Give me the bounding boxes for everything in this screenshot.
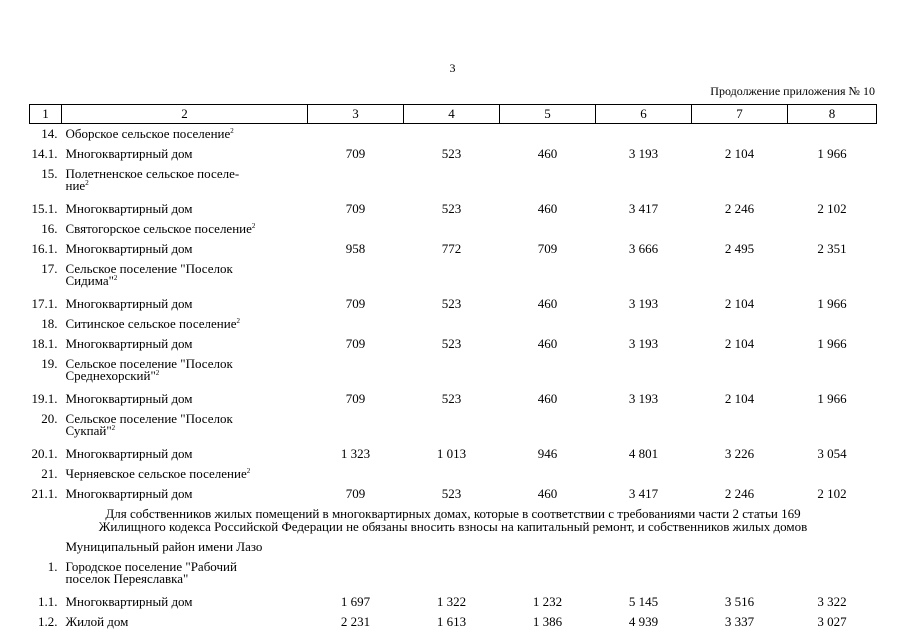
header-row (30, 105, 877, 124)
row-value: 1 386 (532, 613, 563, 629)
row-value (404, 219, 500, 239)
row-name: Многоквартирный дом (65, 485, 193, 501)
row-value (308, 354, 404, 389)
row-value (404, 537, 500, 557)
row-name: Сельское поселение "Поселок Среднехорский"$^2$ (65, 355, 233, 383)
row-value: 1 966 (817, 145, 847, 161)
row-name: Многоквартирный дом (65, 390, 193, 406)
row-name: Многоквартирный дом (65, 145, 193, 161)
row-value (308, 124, 404, 144)
row-value (404, 164, 500, 199)
row-value: 3 193 (628, 335, 659, 351)
row-value (788, 464, 877, 484)
row-value (404, 464, 500, 484)
column-header: 4 (404, 105, 500, 124)
row-number: 18. (41, 315, 58, 331)
row-value (596, 124, 692, 144)
table-row (30, 294, 877, 314)
row-value (692, 314, 788, 334)
row-value (500, 259, 596, 294)
row-value: 460 (537, 485, 558, 501)
row-number: 18.1. (31, 335, 58, 351)
row-value: 2 231 (340, 613, 371, 629)
row-value (308, 409, 404, 444)
row-number: 1.2. (38, 613, 58, 629)
row-value: 523 (441, 335, 462, 351)
row-value: 4 801 (628, 445, 659, 461)
table-row (30, 484, 877, 504)
table-row (30, 164, 877, 199)
row-value (308, 557, 404, 592)
row-value (788, 219, 877, 239)
row-value (500, 354, 596, 389)
row-value (596, 464, 692, 484)
row-number: 16. (41, 220, 58, 236)
row-value (404, 124, 500, 144)
row-value: 1 966 (817, 335, 847, 351)
row-number: 21. (41, 465, 58, 481)
row-value: 460 (537, 295, 558, 311)
row-value (788, 314, 877, 334)
row-value: 460 (537, 390, 558, 406)
row-value (404, 557, 500, 592)
table-row (30, 592, 877, 612)
row-value: 772 (441, 240, 462, 256)
footnote-marker: 2 (155, 368, 160, 377)
row-value: 3 516 (724, 593, 755, 609)
column-header: 6 (596, 105, 692, 124)
column-header: 8 (788, 105, 877, 124)
continuation-label: Продолжение приложения № 10 (710, 84, 875, 98)
row-value: 709 (345, 200, 366, 216)
row-value: 3 666 (628, 240, 659, 256)
row-value (692, 354, 788, 389)
row-value (788, 557, 877, 592)
row-value (500, 314, 596, 334)
row-name: Сельское поселение "Поселок Сидима"$^2$ (65, 260, 233, 288)
table-row (30, 537, 877, 557)
row-value: 460 (537, 335, 558, 351)
note-text: Для собственников жилых помещений в многоквартирных домах, которые в соответствии с требованиями части 2 статьи 169 Жилищного кодекса Российской Федерации не обязаны вносить взносы на капитальный ремонт, и собственников жилых домов (98, 505, 808, 534)
row-value: 4 939 (628, 613, 659, 629)
footnote-marker: 2 (113, 273, 118, 282)
row-value: 3 417 (628, 485, 659, 501)
row-value: 3 417 (628, 200, 659, 216)
column-header: 5 (500, 105, 596, 124)
row-value: 523 (441, 295, 462, 311)
row-value: 3 193 (628, 145, 659, 161)
table-row (30, 444, 877, 464)
table-row (30, 199, 877, 219)
row-number: 19.1. (31, 390, 58, 406)
table-row (30, 239, 877, 259)
table-row (30, 557, 877, 592)
row-value (500, 219, 596, 239)
row-value: 958 (345, 240, 366, 256)
row-name: Многоквартирный дом (65, 200, 193, 216)
row-value (692, 464, 788, 484)
row-value (692, 409, 788, 444)
row-value: 3 193 (628, 390, 659, 406)
row-value (596, 259, 692, 294)
row-number: 20.1. (31, 445, 58, 461)
row-value (404, 409, 500, 444)
row-value (788, 259, 877, 294)
row-number: 14.1. (31, 145, 58, 161)
row-name: Городское поселение "Рабочий поселок Переяславка" (65, 558, 237, 586)
footnote-marker: 2 (251, 221, 256, 230)
row-value: 523 (441, 200, 462, 216)
row-value (788, 124, 877, 144)
row-value (500, 124, 596, 144)
row-value (692, 537, 788, 557)
row-value (596, 314, 692, 334)
row-name: Многоквартирный дом (65, 445, 193, 461)
table-row (30, 409, 877, 444)
row-value: 2 102 (817, 485, 847, 501)
row-name: Многоквартирный дом (65, 240, 193, 256)
row-value: 946 (537, 445, 558, 461)
table-row (30, 354, 877, 389)
row-value (692, 259, 788, 294)
row-value (500, 557, 596, 592)
column-header: 2 (62, 105, 308, 124)
column-header: 7 (692, 105, 788, 124)
footnote-marker: 2 (230, 127, 234, 135)
row-value: 460 (537, 145, 558, 161)
row-value: 3 027 (817, 613, 847, 629)
row-value (596, 557, 692, 592)
row-value (692, 164, 788, 199)
row-name: Черняевское сельское поселение$^2$ (65, 465, 251, 481)
footnote-marker: 2 (246, 466, 251, 475)
footnote-marker: 2 (236, 316, 240, 325)
note-row (30, 504, 877, 537)
row-number: 15.1. (31, 200, 58, 216)
row-value: 2 351 (817, 240, 847, 256)
row-value: 3 337 (724, 613, 755, 629)
row-number: 17. (41, 260, 58, 276)
tariff-table (29, 104, 877, 632)
row-value: 523 (441, 390, 462, 406)
row-value: 709 (345, 390, 366, 406)
row-name: Сельское поселение "Поселок Сукпай"$^2$ (65, 410, 233, 438)
row-value: 3 054 (817, 445, 847, 461)
row-value (788, 409, 877, 444)
table-row (30, 389, 877, 409)
row-value: 709 (345, 335, 366, 351)
row-value: 2 104 (724, 390, 755, 406)
row-value (596, 537, 692, 557)
row-value (692, 219, 788, 239)
row-value (308, 537, 404, 557)
row-value (596, 219, 692, 239)
row-number: 17.1. (31, 295, 58, 311)
row-value (404, 259, 500, 294)
column-header: 1 (30, 105, 62, 124)
page-number: 3 (449, 61, 456, 75)
row-value: 709 (345, 145, 366, 161)
row-value: 1 232 (532, 593, 563, 609)
row-value: 1 697 (340, 593, 371, 609)
footnote-marker: 2 (111, 423, 116, 432)
column-header: 3 (308, 105, 404, 124)
row-number: 15. (41, 165, 58, 181)
row-value (308, 464, 404, 484)
row-value: 523 (441, 145, 462, 161)
row-value (500, 409, 596, 444)
table-row (30, 144, 877, 164)
row-number: 1. (47, 558, 58, 574)
table-row (30, 124, 877, 144)
row-value: 3 322 (817, 593, 847, 609)
row-value: 709 (345, 295, 366, 311)
row-value (404, 314, 500, 334)
row-value: 1 613 (436, 613, 467, 629)
row-value (500, 464, 596, 484)
row-name: Многоквартирный дом (65, 593, 193, 609)
row-name: Полетненское сельское поселе- ние$^2$ (65, 165, 240, 193)
row-value: 2 104 (724, 145, 755, 161)
row-value (308, 259, 404, 294)
row-value (692, 124, 788, 144)
row-value (596, 409, 692, 444)
row-value: 3 226 (724, 445, 755, 461)
row-number: 14. (41, 126, 58, 141)
row-number (30, 537, 62, 557)
row-name: Оборское сельское поселение$^2$ (65, 126, 234, 141)
row-number: 21.1. (31, 485, 58, 501)
row-value: 3 193 (628, 295, 659, 311)
row-value: 2 246 (724, 200, 755, 216)
row-name: Многоквартирный дом (65, 335, 193, 351)
row-name: Святогорское сельское поселение$^2$ (65, 220, 256, 236)
table-row (30, 334, 877, 354)
row-value: 460 (537, 200, 558, 216)
row-name: Муниципальный район имени Лазо (65, 538, 263, 554)
row-name: Ситинское сельское поселение$^2$ (65, 315, 240, 331)
row-number: 1.1. (38, 593, 58, 609)
table-row (30, 464, 877, 484)
row-value: 2 104 (724, 295, 755, 311)
row-value (308, 314, 404, 334)
table-body (30, 124, 877, 632)
row-value (500, 164, 596, 199)
row-value (596, 164, 692, 199)
row-value (692, 557, 788, 592)
table-row (30, 314, 877, 334)
row-value: 1 323 (340, 445, 371, 461)
row-value: 2 246 (724, 485, 755, 501)
row-value: 709 (345, 485, 366, 501)
row-value: 1 966 (817, 390, 847, 406)
row-value: 5 145 (628, 593, 659, 609)
footnote-marker: 2 (85, 178, 89, 187)
row-value: 1 966 (817, 295, 847, 311)
table-row (30, 259, 877, 294)
row-value (788, 354, 877, 389)
row-value: 1 322 (436, 593, 467, 609)
row-value: 709 (537, 240, 558, 256)
row-value (596, 354, 692, 389)
table-row (30, 219, 877, 239)
table-row (30, 612, 877, 632)
row-name: Многоквартирный дом (65, 295, 193, 311)
row-value (308, 219, 404, 239)
row-value (308, 164, 404, 199)
row-value: 2 102 (817, 200, 847, 216)
row-number: 16.1. (31, 240, 58, 256)
row-value (500, 537, 596, 557)
row-value: 2 104 (724, 335, 755, 351)
row-number: 19. (41, 355, 58, 371)
row-value (404, 354, 500, 389)
row-name: Жилой дом (65, 613, 129, 629)
row-number: 20. (41, 410, 58, 426)
row-value (788, 537, 877, 557)
row-value: 2 495 (724, 240, 755, 256)
row-value: 1 013 (436, 445, 467, 461)
row-value: 523 (441, 485, 462, 501)
row-value (788, 164, 877, 199)
